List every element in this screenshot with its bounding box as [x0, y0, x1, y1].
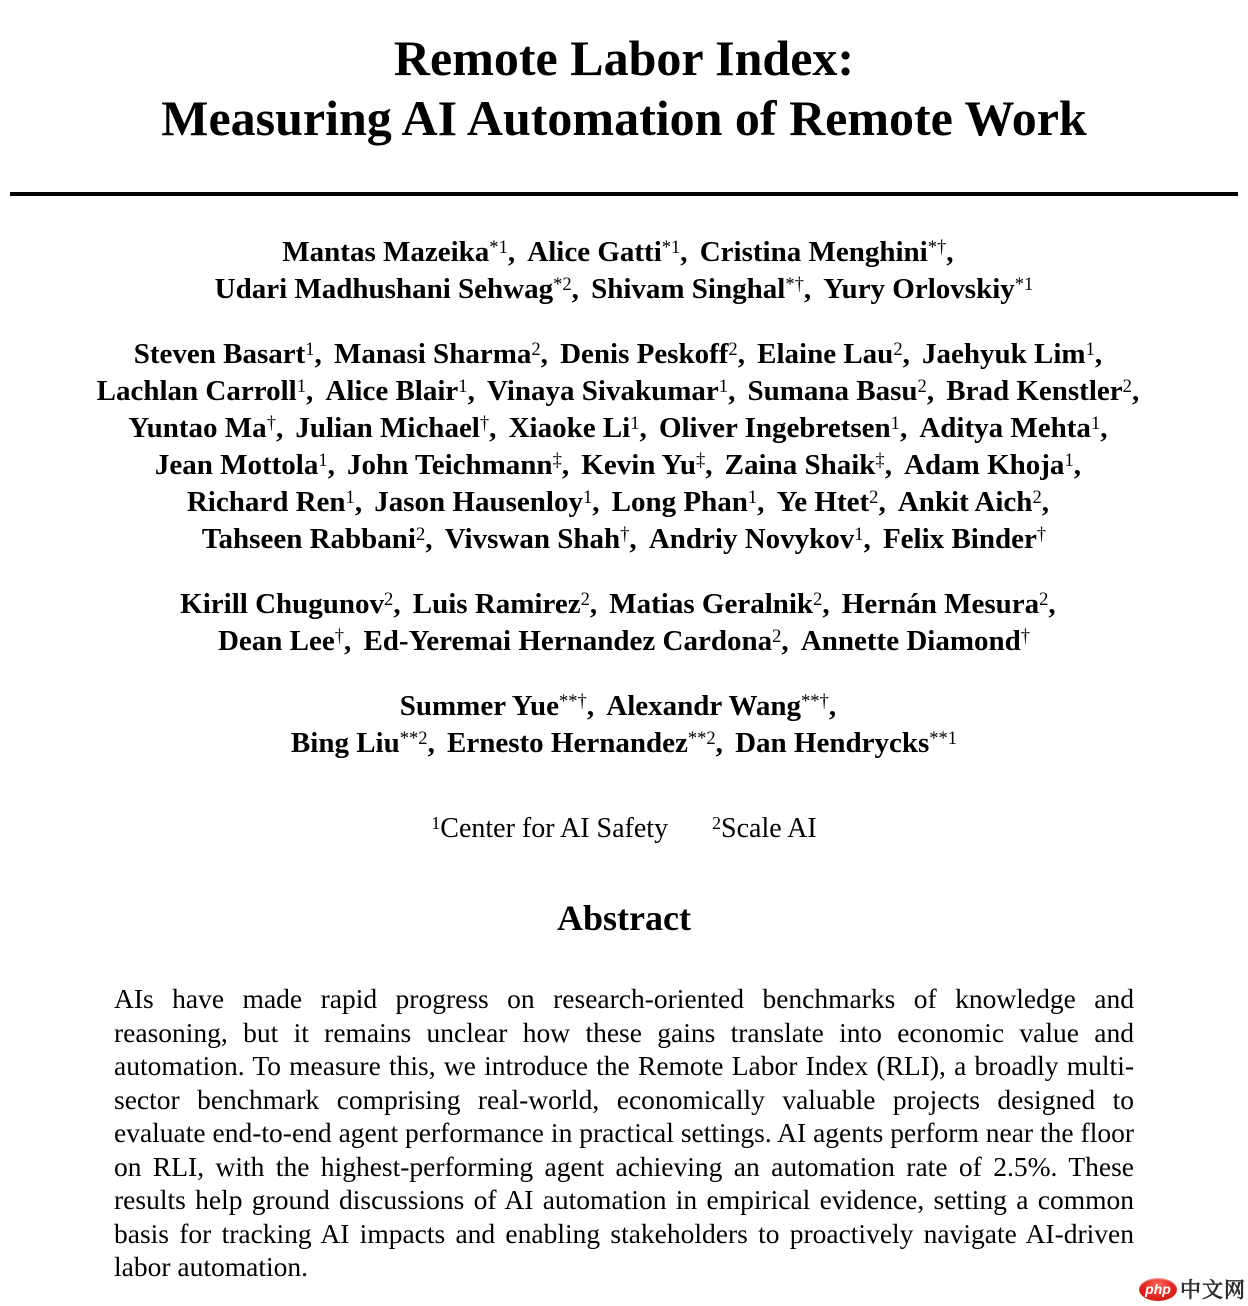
author-block	[0, 234, 1248, 762]
author-name: Alexandr Wang	[606, 690, 801, 722]
author	[282, 236, 527, 268]
affiliations-line	[0, 812, 1248, 846]
affiliation-number: 1	[431, 812, 441, 833]
author	[883, 523, 1046, 555]
author-name: Felix Binder	[882, 523, 1037, 555]
author-affiliation-sup: †	[266, 412, 276, 434]
author	[591, 273, 823, 305]
author-name: Hernán Mesura	[841, 588, 1040, 620]
author-separator: ,	[878, 486, 886, 518]
affiliation	[431, 813, 668, 844]
author-name: Oliver Ingebretsen	[658, 412, 891, 444]
author-name: Elaine Lau	[757, 338, 894, 370]
author	[725, 449, 904, 481]
author	[735, 727, 957, 759]
author	[347, 449, 581, 481]
author-name: Aditya Mehta	[919, 412, 1091, 444]
author-name: Long Phan	[611, 486, 748, 518]
author	[649, 523, 883, 555]
author-name: Andriy Novykov	[648, 523, 855, 555]
author-affiliation-sup: 2	[728, 338, 738, 360]
author-affiliation-sup: 1	[305, 338, 315, 360]
author-affiliation-sup: *1	[489, 236, 508, 258]
author-separator: ,	[427, 727, 435, 759]
author-name: Richard Ren	[186, 486, 346, 518]
author-affiliation-sup: 1	[854, 523, 864, 545]
author-separator: ,	[561, 449, 570, 481]
author	[609, 588, 842, 620]
author	[447, 727, 735, 759]
author-affiliation-sup: **†	[800, 690, 829, 712]
author-separator: ,	[781, 625, 789, 657]
author-name: Dan Hendrycks	[735, 727, 930, 759]
author-affiliation-sup: 2	[1122, 375, 1132, 397]
affiliation-name: Center for AI Safety	[440, 813, 669, 844]
abstract-heading: Abstract	[557, 898, 691, 938]
author-group	[0, 586, 1248, 660]
author	[823, 273, 1033, 305]
author-name: Vinaya Sivakumar	[487, 375, 719, 407]
author-name: John Teichmann	[347, 449, 553, 481]
author-line	[0, 484, 1248, 521]
author-separator: ,	[589, 588, 598, 620]
author-name: Brad Kenstler	[946, 375, 1123, 407]
author-name: Ernesto Hernandez	[446, 727, 688, 759]
author-name: Shivam Singhal	[591, 273, 786, 305]
author-affiliation-sup: 2	[869, 486, 879, 508]
author-affiliation-sup: 1	[1090, 412, 1101, 434]
author-name: Alice Blair	[325, 375, 459, 407]
author-affiliation-sup: ‡	[875, 449, 885, 471]
author-affiliation-sup: *2	[553, 273, 572, 295]
author-separator: ,	[728, 375, 736, 407]
author-name: Adam Khoja	[904, 449, 1065, 481]
author-group	[0, 234, 1248, 308]
author-line	[0, 725, 1248, 762]
php-badge-icon: php	[1139, 1278, 1177, 1301]
author-separator: ,	[314, 338, 322, 370]
author	[659, 412, 919, 444]
author-affiliation-sup: **1	[929, 727, 958, 749]
author	[946, 375, 1151, 407]
author-affiliation-sup: 1	[296, 375, 306, 397]
author-separator: ,	[344, 625, 352, 657]
author	[560, 338, 757, 370]
author-line	[0, 373, 1248, 410]
author	[155, 449, 347, 481]
author-name: Mantas Mazeika	[282, 236, 490, 268]
author-name: Jaehyuk Lim	[922, 338, 1086, 370]
watermark-site-name: 中文网	[1180, 1279, 1246, 1302]
author-separator: ,	[737, 338, 745, 370]
abstract-text: AIs have made rapid progress on research-oriented benchmarks of knowledge and reasoning, but it remains unclear how these gains translate into economic value and automation. To measure this, we introduce the Remote Labor Index (RLI), a broadly multi-sector benchmark comprising real-world, economically valuable projects designed to evaluate end-to-end agent performance in practical settings. AI agents perform near the floor on RLI, with the highest-performing agent achieving an automation rate of 2.5%. These results help ground discussions of AI automation in empirical evidence, setting a common basis for tracking AI impacts and enabling stakeholders to proactively navigate AI-driven labor automation.	[114, 983, 1134, 1282]
author-separator: ,	[507, 236, 516, 268]
author	[700, 236, 966, 268]
author-affiliation-sup: 1	[345, 486, 355, 508]
author	[400, 690, 607, 722]
author	[97, 375, 326, 407]
author-line	[0, 586, 1248, 623]
author	[295, 412, 508, 444]
author	[487, 375, 747, 407]
author-affiliation-sup: 2	[531, 338, 541, 360]
author-name: Matias Geralnik	[609, 588, 814, 620]
author-name: Xiaoke Li	[508, 412, 631, 444]
author-name: Bing Liu	[290, 727, 400, 759]
author	[291, 727, 447, 759]
author-affiliation-sup: 1	[1064, 449, 1074, 471]
author-separator: ,	[639, 412, 647, 444]
author-separator: ,	[467, 375, 475, 407]
author-separator: ,	[926, 375, 935, 407]
author-affiliation-sup: ‡	[695, 449, 706, 471]
author-affiliation-sup: †	[334, 625, 345, 647]
author-name: Ankit Aich	[897, 486, 1033, 518]
author	[215, 273, 591, 305]
author-separator: ,	[327, 449, 335, 481]
author	[413, 588, 610, 620]
author-line	[0, 234, 1248, 271]
author	[606, 690, 848, 722]
author-name: Kevin Yu	[581, 449, 696, 481]
affiliation	[712, 813, 817, 844]
author-separator: ,	[275, 412, 284, 444]
author-affiliation-sup: *1	[661, 236, 681, 258]
author	[445, 523, 649, 555]
author-separator: ,	[489, 412, 497, 444]
author	[363, 625, 800, 657]
author	[612, 486, 777, 518]
author-separator: ,	[629, 523, 637, 555]
author-separator: ,	[899, 412, 908, 444]
author-line	[0, 410, 1248, 447]
affiliation-name: Scale AI	[721, 813, 817, 844]
author-name: Cristina Menghini	[699, 236, 928, 268]
author-affiliation-sup: †	[479, 412, 490, 434]
author-name: Kirill Chugunov	[180, 588, 385, 620]
author-name: Luis Ramirez	[412, 588, 581, 620]
author-affiliation-sup: 1	[890, 412, 900, 434]
author-affiliation-sup: †	[620, 523, 630, 545]
author-name: Steven Basart	[133, 338, 306, 370]
author	[187, 486, 374, 518]
author-affiliation-sup: **2	[687, 727, 716, 749]
author-separator: ,	[1073, 449, 1081, 481]
author-separator: ,	[1094, 338, 1103, 370]
author-affiliation-sup: 2	[813, 588, 823, 610]
author-affiliation-sup: 2	[415, 523, 426, 545]
author-name: Ed-Yeremai Hernandez Cardona	[363, 625, 773, 657]
author	[922, 338, 1114, 370]
author-name: Annette Diamond	[800, 625, 1021, 657]
author-name: Summer Yue	[399, 690, 559, 722]
author-separator: ,	[586, 690, 595, 722]
author	[202, 523, 445, 555]
author	[919, 412, 1119, 444]
author-separator: ,	[680, 236, 688, 268]
author-affiliation-sup: 1	[718, 375, 729, 397]
author-affiliation-sup: 1	[318, 449, 328, 471]
author-separator: ,	[884, 449, 892, 481]
author-name: Ye Htet	[776, 486, 870, 518]
author-separator: ,	[305, 375, 314, 407]
watermark-logo	[1139, 1274, 1246, 1304]
author-name: Zaina Shaik	[724, 449, 876, 481]
author-line	[0, 271, 1248, 308]
author-affiliation-sup: 2	[1039, 588, 1049, 610]
author	[527, 236, 699, 268]
author-affiliation-sup: 2	[893, 338, 903, 360]
author	[180, 588, 413, 620]
author-name: Manasi Sharma	[333, 338, 532, 370]
author-affiliation-sup: 1	[630, 412, 640, 434]
author	[325, 375, 487, 407]
author-name: Julian Michael	[295, 412, 480, 444]
author-name: Tahseen Rabbani	[201, 523, 416, 555]
author-name: Jean Mottola	[154, 449, 319, 481]
author-separator: ,	[715, 727, 723, 759]
author-name: Jason Hausenloy	[374, 486, 583, 518]
author-separator: ,	[425, 523, 433, 555]
author-affiliation-sup: 2	[580, 588, 590, 610]
author-name: Denis Peskoff	[560, 338, 729, 370]
author-affiliation-sup: ‡	[552, 449, 562, 471]
author-separator: ,	[902, 338, 910, 370]
author-separator: ,	[828, 690, 837, 722]
author-separator: ,	[822, 588, 830, 620]
author-separator: ,	[946, 236, 954, 268]
author-affiliation-sup: 2	[917, 375, 927, 397]
author-affiliation-sup: 2	[772, 625, 782, 647]
author-group	[0, 688, 1248, 762]
author-name: Yuntao Ma	[128, 412, 267, 444]
author-name: Yury Orlovskiy	[823, 273, 1015, 305]
author	[898, 486, 1061, 518]
author-line	[0, 447, 1248, 484]
author-separator: ,	[863, 523, 871, 555]
author-group	[0, 336, 1248, 558]
title-line-1: Remote Labor Index:	[393, 30, 855, 86]
author-separator: ,	[1048, 588, 1056, 620]
author-name: Vivswan Shah	[444, 523, 621, 555]
author	[581, 449, 724, 481]
author-affiliation-sup: *†	[785, 273, 804, 295]
author	[801, 625, 1030, 657]
author-affiliation-sup: †	[1020, 625, 1031, 647]
author	[747, 375, 946, 407]
author-affiliation-sup: 2	[1032, 486, 1042, 508]
author-line	[0, 623, 1248, 660]
author-line	[0, 688, 1248, 725]
author-name: Alice Gatti	[527, 236, 662, 268]
author-affiliation-sup: 1	[1085, 338, 1095, 360]
author-separator: ,	[803, 273, 812, 305]
author-separator: ,	[1131, 375, 1140, 407]
author	[374, 486, 611, 518]
author	[218, 625, 363, 657]
author-affiliation-sup: *1	[1014, 273, 1034, 295]
author-affiliation-sup: **†	[559, 690, 587, 712]
author-affiliation-sup: 1	[582, 486, 593, 508]
author	[757, 338, 922, 370]
author-affiliation-sup: 2	[384, 588, 394, 610]
author	[134, 338, 334, 370]
author-line	[0, 336, 1248, 373]
author	[128, 412, 295, 444]
author-name: Lachlan Carroll	[96, 375, 297, 407]
affiliation-number: 2	[712, 812, 722, 833]
author	[842, 588, 1068, 620]
author-separator: ,	[1100, 412, 1108, 444]
author-separator: ,	[571, 273, 579, 305]
author	[904, 449, 1093, 481]
author-separator: ,	[540, 338, 548, 370]
author-name: Dean Lee	[217, 625, 335, 657]
paper-title	[0, 0, 1248, 148]
author-affiliation-sup: †	[1036, 523, 1047, 545]
author-name: Sumana Basu	[747, 375, 918, 407]
author-separator: ,	[592, 486, 600, 518]
author	[777, 486, 898, 518]
author-name: Udari Madhushani Sehwag	[214, 273, 554, 305]
author-affiliation-sup: 1	[747, 486, 758, 508]
author-separator: ,	[1041, 486, 1049, 518]
author-affiliation-sup: *†	[927, 236, 947, 258]
author-separator: ,	[393, 588, 401, 620]
title-rule	[10, 192, 1238, 196]
author-separator: ,	[354, 486, 363, 518]
author-separator: ,	[757, 486, 765, 518]
title-line-2: Measuring AI Automation of Remote Work	[161, 90, 1087, 146]
author-affiliation-sup: **2	[399, 727, 428, 749]
author-affiliation-sup: 1	[458, 375, 468, 397]
author-line	[0, 521, 1248, 558]
author	[509, 412, 659, 444]
author	[334, 338, 560, 370]
author-separator: ,	[705, 449, 713, 481]
